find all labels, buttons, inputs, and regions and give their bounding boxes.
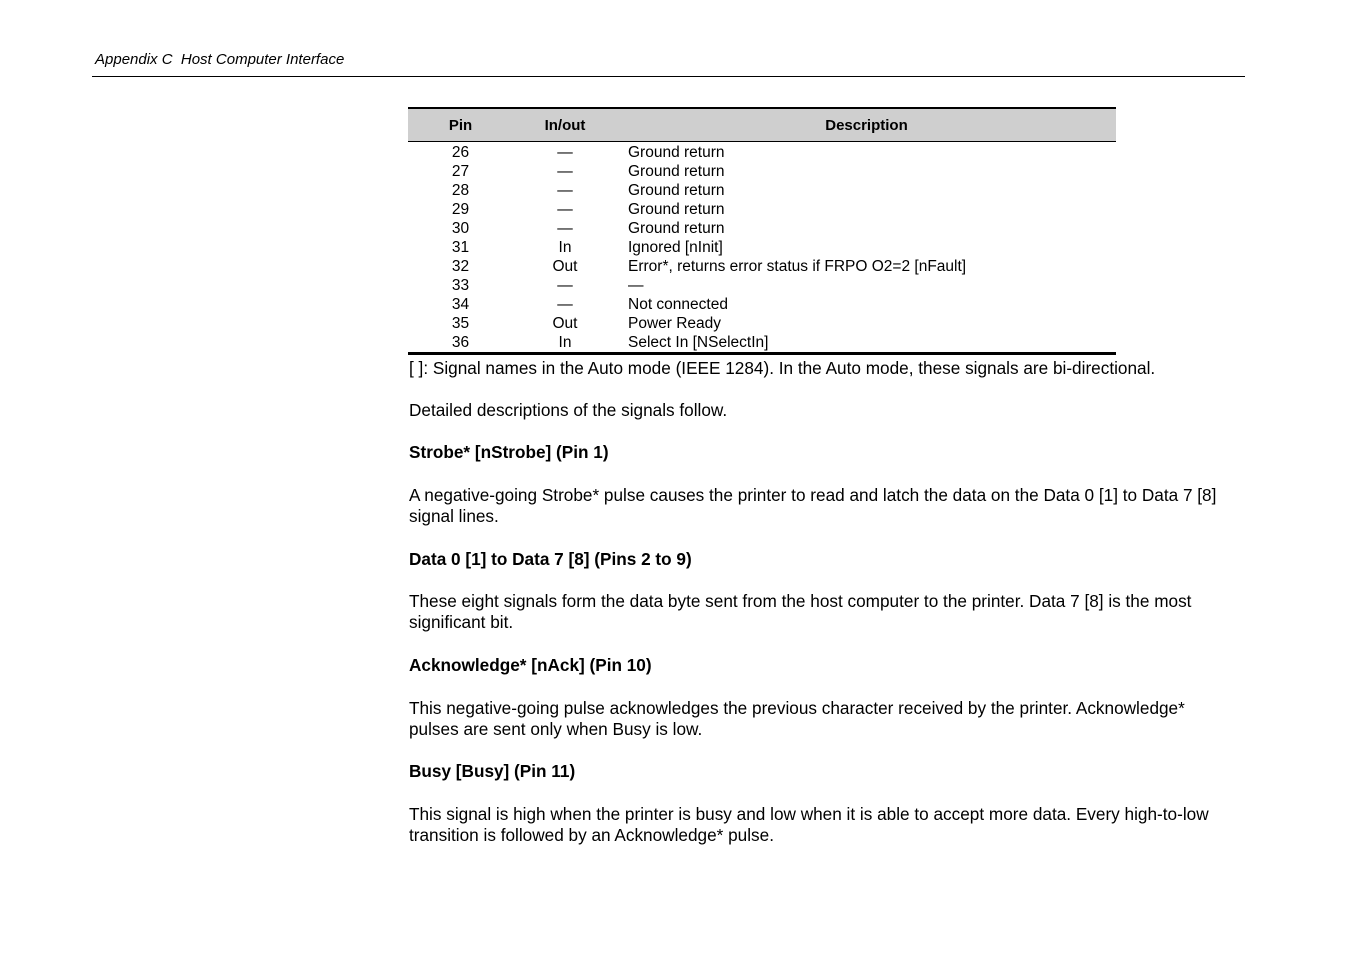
inout-cell: Out (552, 315, 578, 332)
table-row (408, 295, 1116, 314)
description-cell: — (628, 277, 644, 294)
table-row (408, 314, 1116, 333)
description-cell: Not connected (628, 296, 728, 313)
table-row (408, 257, 1116, 276)
column-header-pin: Pin (408, 108, 513, 142)
table-header-row (408, 108, 1116, 142)
pin-cell: 32 (451, 258, 470, 275)
table-row (408, 181, 1116, 200)
column-header-inout: In/out (513, 108, 617, 142)
pin-cell: 30 (451, 220, 470, 237)
inout-cell: — (557, 201, 573, 218)
table-row (408, 276, 1116, 295)
table-row (408, 142, 1116, 163)
table-row (408, 238, 1116, 257)
description-cell: Ground return (628, 144, 725, 161)
section-body-data: These eight signals form the data byte sent from the host computer to the printer. Data 7 [8] is the most significant bit. (409, 591, 1192, 632)
inout-cell: Out (552, 258, 578, 275)
description-cell: Ground return (628, 220, 725, 237)
header-rule (92, 76, 1245, 77)
section-heading-acknowledge: Acknowledge* [nAck] (Pin 10) (409, 655, 652, 675)
description-cell: Power Ready (628, 315, 722, 332)
inout-cell: In (558, 239, 572, 256)
description-cell: Error*, returns error status if FRPO O2=2 [nFault] (628, 258, 967, 275)
table-row (408, 162, 1116, 181)
inout-cell: — (557, 277, 573, 294)
pin-cell: 29 (451, 201, 470, 218)
pin-cell: 33 (451, 277, 470, 294)
inout-cell: — (557, 182, 573, 199)
section-body-strobe: A negative-going Strobe* pulse causes the printer to read and latch the data on the Data 0 [1] to Data 7 [8] signal lines. (409, 485, 1217, 526)
pin-cell: 34 (451, 296, 470, 313)
inout-cell: — (557, 163, 573, 180)
section-body-busy: This signal is high when the printer is busy and low when it is able to accept more data. Every high-to-low transition is followed by an Acknowledge* pulse. (409, 804, 1209, 845)
inout-cell: — (557, 144, 573, 161)
table-note: [ ]: Signal names in the Auto mode (IEEE 1284). In the Auto mode, these signals are bi-directional. (409, 358, 1156, 378)
intro-paragraph: Detailed descriptions of the signals follow. (409, 400, 728, 420)
pin-cell: 28 (451, 182, 470, 199)
table-row (408, 219, 1116, 238)
description-cell: Ignored [nInit] (628, 239, 723, 256)
table-row (408, 333, 1116, 354)
section-heading-busy: Busy [Busy] (Pin 11) (409, 761, 576, 781)
inout-cell: — (557, 296, 573, 313)
pin-cell: 36 (408, 333, 513, 354)
section-heading-data: Data 0 [1] to Data 7 [8] (Pins 2 to 9) (409, 549, 692, 569)
description-cell: Ground return (628, 201, 725, 218)
description-cell: Ground return (628, 163, 725, 180)
column-header-description: Description (617, 108, 1116, 142)
pin-table (408, 107, 1116, 355)
section-heading-strobe: Strobe* [nStrobe] (Pin 1) (409, 442, 609, 462)
running-header: Appendix C Host Computer Interface (95, 51, 345, 68)
inout-cell: In (513, 333, 617, 354)
table-row (408, 200, 1116, 219)
pin-cell: 35 (451, 315, 470, 332)
pin-cell: 31 (451, 239, 470, 256)
inout-cell: — (557, 220, 573, 237)
pin-cell: 26 (451, 144, 470, 161)
pin-cell: 27 (451, 163, 470, 180)
description-cell: Ground return (628, 182, 725, 199)
section-body-acknowledge: This negative-going pulse acknowledges the previous character received by the printer. Acknowledge* pulses are sent only when Busy is low. (409, 698, 1185, 739)
description-cell: Select In [NSelectIn] (617, 333, 1116, 354)
